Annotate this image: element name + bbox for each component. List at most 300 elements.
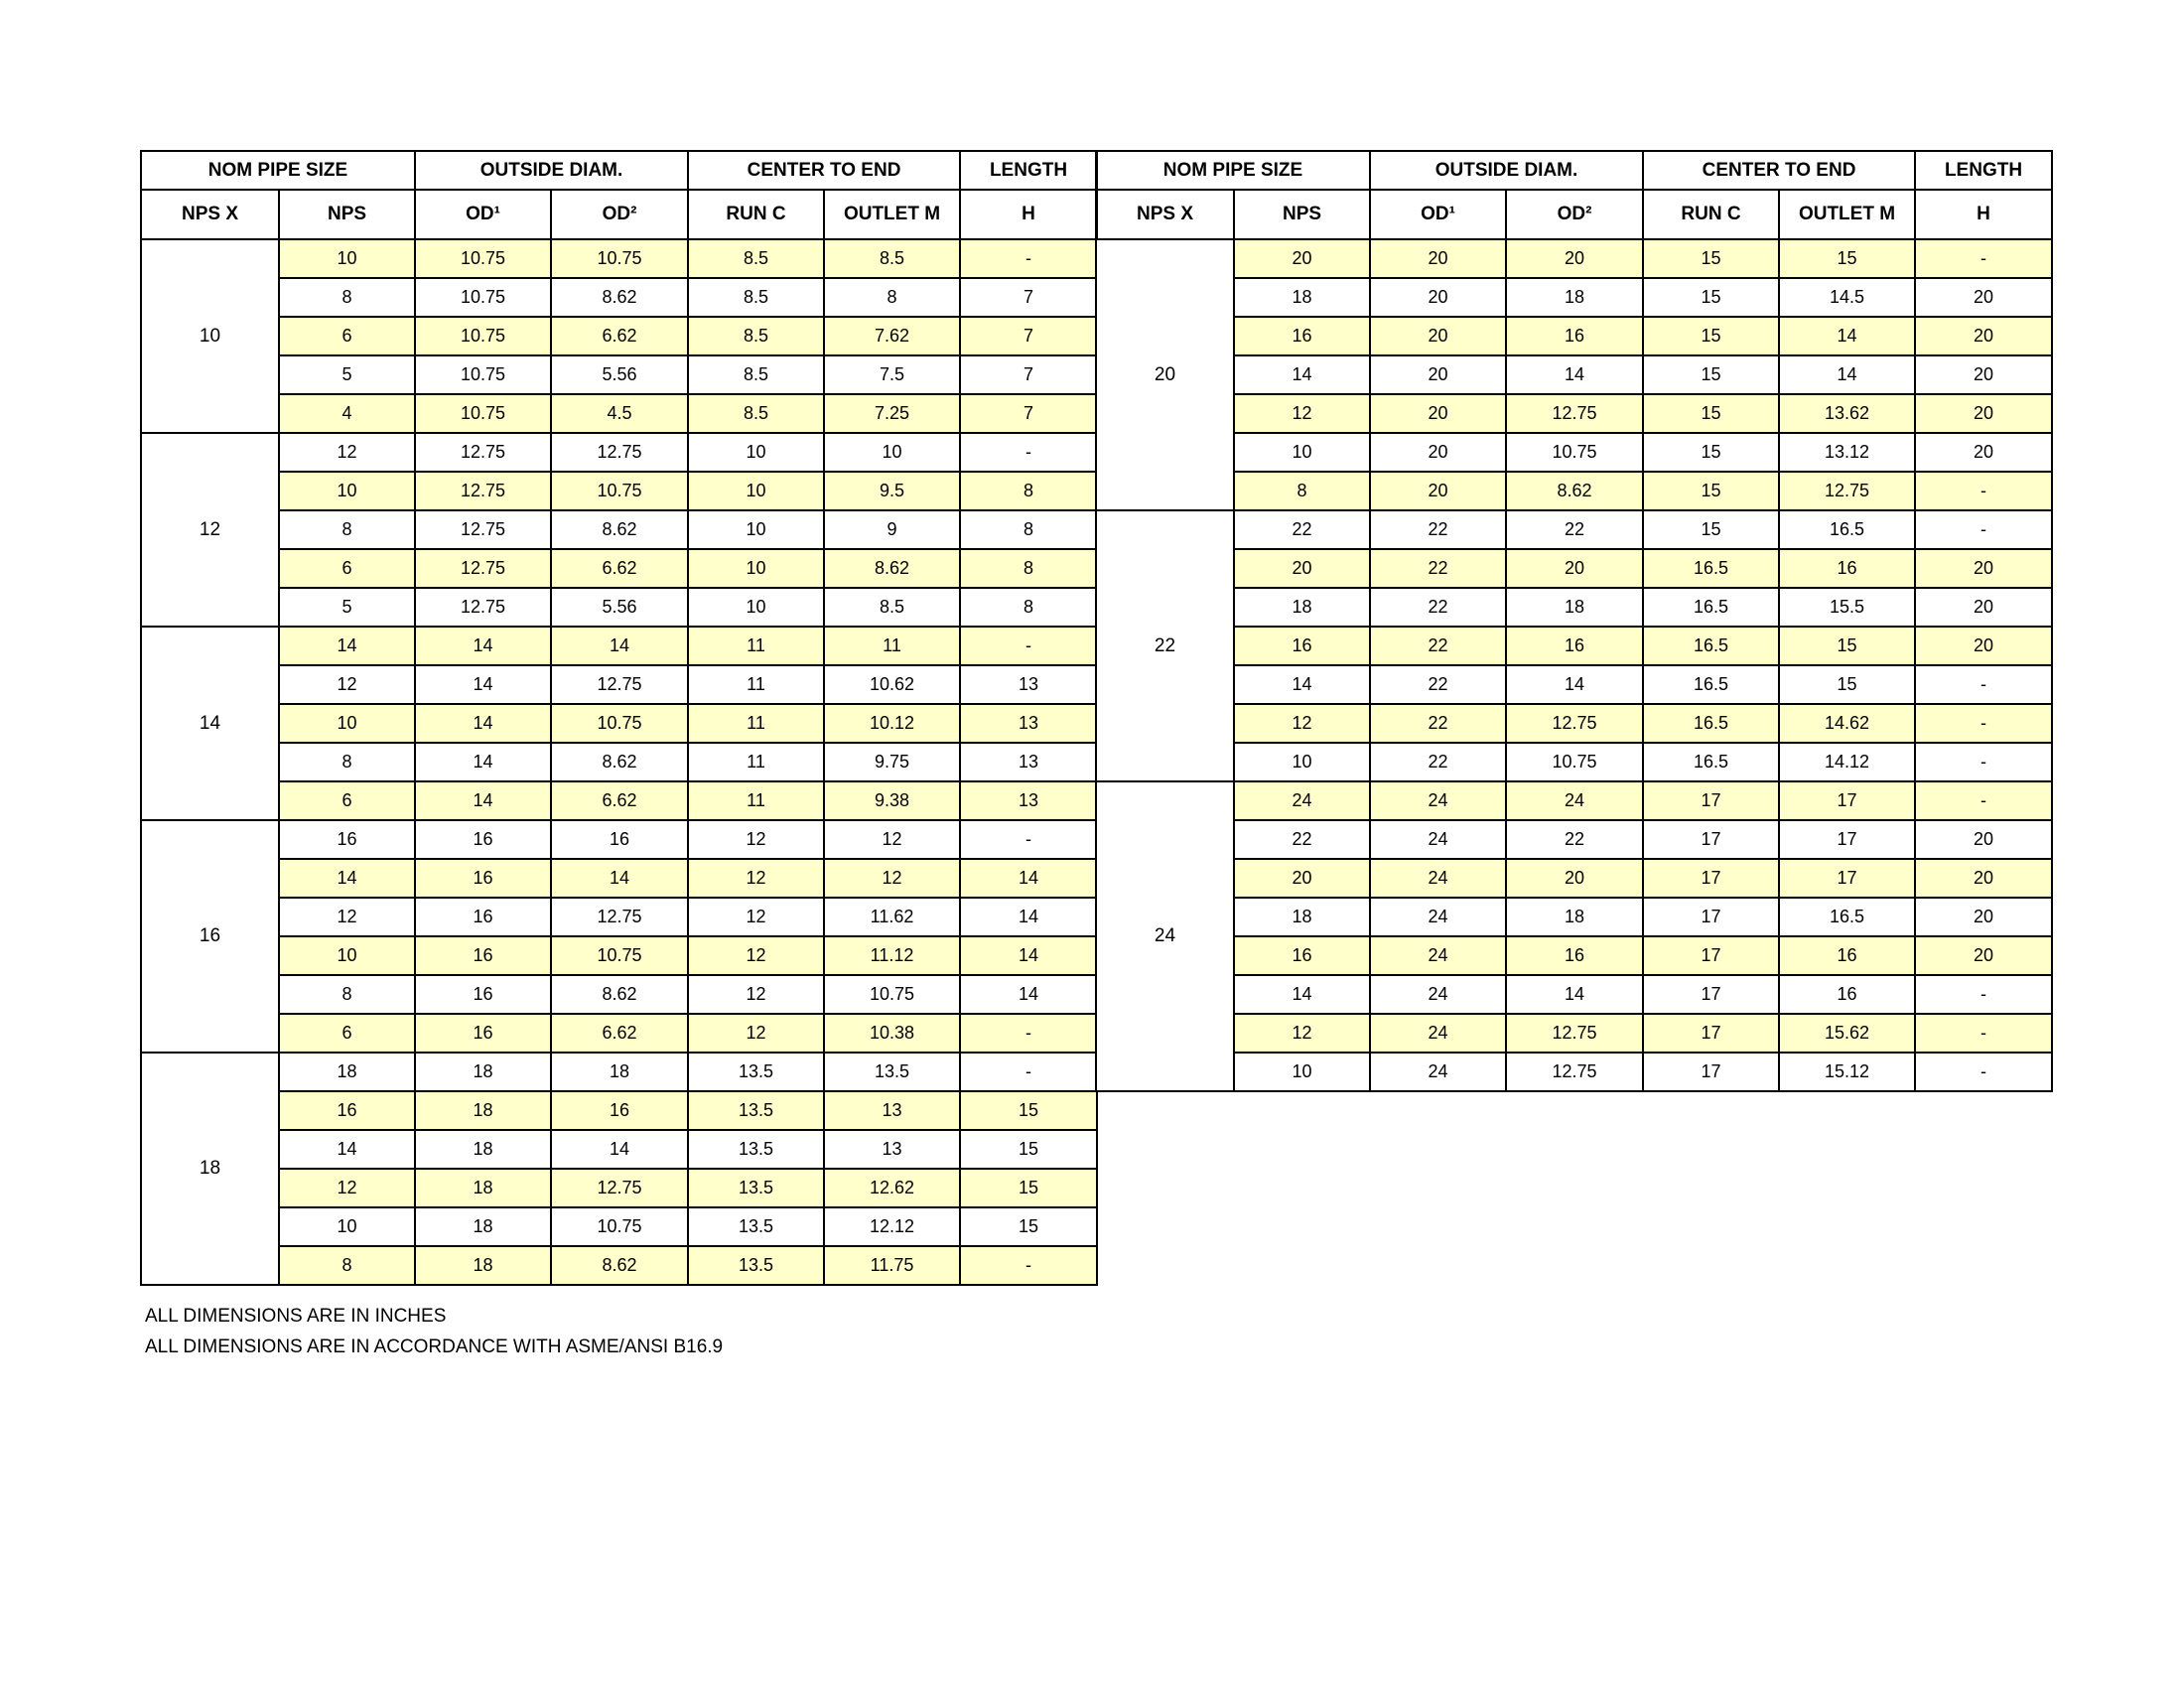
run-c-cell: 13.5: [688, 1053, 824, 1091]
table-row: [141, 1130, 1097, 1169]
od1-cell: 14: [415, 781, 551, 820]
nps-cell: 16: [1234, 936, 1370, 975]
outlet-m-cell: 13: [824, 1091, 960, 1130]
od2-cell: 18: [1506, 588, 1643, 627]
nps-cell: 12: [1234, 1014, 1370, 1053]
od2-cell: 22: [1506, 820, 1643, 859]
od1-cell: 10.75: [415, 278, 551, 317]
run-c-cell: 17: [1643, 859, 1779, 898]
header-od1: OD¹: [1370, 190, 1506, 239]
run-c-cell: 8.5: [688, 394, 824, 433]
h-cell: 20: [1915, 588, 2052, 627]
table-row: [141, 704, 1097, 743]
header-nom-pipe-size: NOM PIPE SIZE: [1096, 151, 1370, 190]
od1-cell: 16: [415, 936, 551, 975]
table-row: [1096, 665, 2052, 704]
h-cell: 20: [1915, 627, 2052, 665]
table-row: [1096, 936, 2052, 975]
od2-cell: 14: [551, 1130, 688, 1169]
h-cell: 15: [960, 1169, 1097, 1207]
outlet-m-cell: 15: [1779, 239, 1915, 278]
header-center-to-end: CENTER TO END: [688, 151, 960, 190]
outlet-m-cell: 10.75: [824, 975, 960, 1014]
h-cell: -: [1915, 743, 2052, 781]
od2-cell: 6.62: [551, 549, 688, 588]
nps-cell: 6: [279, 781, 415, 820]
h-cell: 13: [960, 704, 1097, 743]
od2-cell: 16: [1506, 936, 1643, 975]
nps-cell: 24: [1234, 781, 1370, 820]
run-c-cell: 17: [1643, 820, 1779, 859]
od1-cell: 20: [1370, 278, 1506, 317]
h-cell: 8: [960, 472, 1097, 510]
dimension-table-right: [1095, 150, 2053, 1092]
nps-cell: 14: [279, 627, 415, 665]
od1-cell: 24: [1370, 1053, 1506, 1091]
table-row: [1096, 1053, 2052, 1091]
od2-cell: 10.75: [551, 239, 688, 278]
outlet-m-cell: 11.75: [824, 1246, 960, 1285]
h-cell: 14: [960, 975, 1097, 1014]
run-c-cell: 10: [688, 472, 824, 510]
run-c-cell: 12: [688, 898, 824, 936]
od2-cell: 20: [1506, 239, 1643, 278]
od1-cell: 18: [415, 1207, 551, 1246]
nps-cell: 8: [279, 510, 415, 549]
nps-cell: 10: [1234, 1053, 1370, 1091]
header-h: H: [960, 190, 1097, 239]
nps-cell: 5: [279, 355, 415, 394]
h-cell: 14: [960, 936, 1097, 975]
nps-cell: 12: [279, 898, 415, 936]
table-row: [1096, 433, 2052, 472]
table-row: [1096, 975, 2052, 1014]
run-c-cell: 8.5: [688, 355, 824, 394]
nps-cell: 8: [279, 1246, 415, 1285]
nps-cell: 10: [279, 704, 415, 743]
table-row: [141, 781, 1097, 820]
header-run-c: RUN C: [1643, 190, 1779, 239]
h-cell: -: [960, 1053, 1097, 1091]
od2-cell: 10.75: [551, 1207, 688, 1246]
run-c-cell: 11: [688, 704, 824, 743]
outlet-m-cell: 14: [1779, 317, 1915, 355]
h-cell: 15: [960, 1130, 1097, 1169]
outlet-m-cell: 17: [1779, 781, 1915, 820]
table-row: [1096, 588, 2052, 627]
header-nps-x: NPS X: [1096, 190, 1234, 239]
od2-cell: 24: [1506, 781, 1643, 820]
h-cell: -: [960, 820, 1097, 859]
od2-cell: 12.75: [1506, 394, 1643, 433]
outlet-m-cell: 16.5: [1779, 898, 1915, 936]
od1-cell: 24: [1370, 975, 1506, 1014]
nps-cell: 6: [279, 1014, 415, 1053]
od2-cell: 20: [1506, 549, 1643, 588]
od2-cell: 8.62: [551, 975, 688, 1014]
od2-cell: 6.62: [551, 781, 688, 820]
outlet-m-cell: 7.25: [824, 394, 960, 433]
table-row: [141, 898, 1097, 936]
od1-cell: 18: [415, 1091, 551, 1130]
header-nom-pipe-size: NOM PIPE SIZE: [141, 151, 415, 190]
table-row: [141, 588, 1097, 627]
od2-cell: 12.75: [1506, 704, 1643, 743]
outlet-m-cell: 16: [1779, 549, 1915, 588]
table-row: [1096, 510, 2052, 549]
od1-cell: 24: [1370, 781, 1506, 820]
od1-cell: 12.75: [415, 588, 551, 627]
table-row: [141, 510, 1097, 549]
od2-cell: 16: [551, 1091, 688, 1130]
od1-cell: 14: [415, 627, 551, 665]
header-nps: NPS: [1234, 190, 1370, 239]
header-center-to-end: CENTER TO END: [1643, 151, 1915, 190]
od1-cell: 10.75: [415, 355, 551, 394]
header-h: H: [1915, 190, 2052, 239]
h-cell: -: [1915, 975, 2052, 1014]
h-cell: 20: [1915, 820, 2052, 859]
od1-cell: 18: [415, 1169, 551, 1207]
od2-cell: 12.75: [551, 665, 688, 704]
outlet-m-cell: 10.12: [824, 704, 960, 743]
h-cell: 13: [960, 743, 1097, 781]
table-body-right: [1096, 239, 2052, 1091]
table-row: [141, 1207, 1097, 1246]
h-cell: 20: [1915, 859, 2052, 898]
od1-cell: 12.75: [415, 510, 551, 549]
od2-cell: 12.75: [551, 433, 688, 472]
notes: [145, 1301, 723, 1362]
run-c-cell: 8.5: [688, 239, 824, 278]
run-c-cell: 12: [688, 859, 824, 898]
run-c-cell: 15: [1643, 510, 1779, 549]
outlet-m-cell: 11: [824, 627, 960, 665]
h-cell: 20: [1915, 278, 2052, 317]
od1-cell: 20: [1370, 317, 1506, 355]
outlet-m-cell: 8.62: [824, 549, 960, 588]
header-length: LENGTH: [960, 151, 1097, 190]
outlet-m-cell: 12.62: [824, 1169, 960, 1207]
table-row: [1096, 898, 2052, 936]
od2-cell: 4.5: [551, 394, 688, 433]
outlet-m-cell: 14.12: [1779, 743, 1915, 781]
run-c-cell: 10: [688, 549, 824, 588]
table-row: [1096, 781, 2052, 820]
table-row: [1096, 317, 2052, 355]
table-row: [141, 239, 1097, 278]
run-c-cell: 16.5: [1643, 588, 1779, 627]
run-c-cell: 17: [1643, 781, 1779, 820]
nps-cell: 10: [279, 936, 415, 975]
outlet-m-cell: 16.5: [1779, 510, 1915, 549]
run-c-cell: 12: [688, 936, 824, 975]
nps-cell: 8: [279, 278, 415, 317]
table-row: [141, 665, 1097, 704]
od1-cell: 22: [1370, 704, 1506, 743]
od1-cell: 24: [1370, 820, 1506, 859]
h-cell: -: [1915, 472, 2052, 510]
od1-cell: 18: [415, 1246, 551, 1285]
run-c-cell: 13.5: [688, 1091, 824, 1130]
table-row: [1096, 1014, 2052, 1053]
outlet-m-cell: 12: [824, 820, 960, 859]
od2-cell: 8.62: [551, 278, 688, 317]
table-row: [141, 355, 1097, 394]
table-row: [141, 1014, 1097, 1053]
nps-cell: 10: [279, 1207, 415, 1246]
nps-cell: 16: [279, 1091, 415, 1130]
h-cell: 20: [1915, 549, 2052, 588]
outlet-m-cell: 8.5: [824, 239, 960, 278]
dimension-table-left: [140, 150, 1098, 1286]
od1-cell: 12.75: [415, 549, 551, 588]
h-cell: -: [1915, 665, 2052, 704]
od1-cell: 24: [1370, 898, 1506, 936]
od2-cell: 10.75: [1506, 433, 1643, 472]
outlet-m-cell: 15.62: [1779, 1014, 1915, 1053]
od2-cell: 14: [551, 627, 688, 665]
od1-cell: 20: [1370, 355, 1506, 394]
nps-cell: 18: [1234, 278, 1370, 317]
outlet-m-cell: 14.62: [1779, 704, 1915, 743]
header-nps: NPS: [279, 190, 415, 239]
table-row: [141, 859, 1097, 898]
outlet-m-cell: 15: [1779, 627, 1915, 665]
outlet-m-cell: 12: [824, 859, 960, 898]
h-cell: -: [960, 1246, 1097, 1285]
od1-cell: 10.75: [415, 239, 551, 278]
table-row: [141, 1091, 1097, 1130]
run-c-cell: 15: [1643, 317, 1779, 355]
nps-x-group-cell: 24: [1096, 781, 1234, 1091]
od2-cell: 8.62: [1506, 472, 1643, 510]
od2-cell: 16: [551, 820, 688, 859]
od2-cell: 8.62: [551, 510, 688, 549]
nps-cell: 18: [1234, 588, 1370, 627]
h-cell: -: [1915, 1014, 2052, 1053]
h-cell: -: [1915, 781, 2052, 820]
outlet-m-cell: 16: [1779, 936, 1915, 975]
h-cell: 15: [960, 1207, 1097, 1246]
nps-cell: 10: [1234, 743, 1370, 781]
table-row: [1096, 627, 2052, 665]
nps-x-group-cell: 22: [1096, 510, 1234, 781]
run-c-cell: 12: [688, 975, 824, 1014]
od1-cell: 16: [415, 898, 551, 936]
nps-cell: 6: [279, 317, 415, 355]
od2-cell: 6.62: [551, 1014, 688, 1053]
nps-cell: 14: [1234, 355, 1370, 394]
run-c-cell: 15: [1643, 433, 1779, 472]
od1-cell: 12.75: [415, 472, 551, 510]
outlet-m-cell: 10: [824, 433, 960, 472]
h-cell: 14: [960, 859, 1097, 898]
table-body-left: [141, 239, 1097, 1285]
nps-cell: 14: [279, 1130, 415, 1169]
nps-cell: 22: [1234, 820, 1370, 859]
od2-cell: 14: [551, 859, 688, 898]
run-c-cell: 16.5: [1643, 627, 1779, 665]
nps-cell: 10: [279, 239, 415, 278]
header-od1: OD¹: [415, 190, 551, 239]
nps-cell: 6: [279, 549, 415, 588]
od1-cell: 18: [415, 1053, 551, 1091]
nps-cell: 8: [279, 975, 415, 1014]
nps-cell: 16: [1234, 317, 1370, 355]
h-cell: 7: [960, 278, 1097, 317]
outlet-m-cell: 7.62: [824, 317, 960, 355]
run-c-cell: 12: [688, 820, 824, 859]
h-cell: 20: [1915, 433, 2052, 472]
run-c-cell: 15: [1643, 355, 1779, 394]
h-cell: 20: [1915, 898, 2052, 936]
h-cell: 15: [960, 1091, 1097, 1130]
nps-cell: 14: [1234, 975, 1370, 1014]
run-c-cell: 13.5: [688, 1207, 824, 1246]
h-cell: 14: [960, 898, 1097, 936]
od2-cell: 14: [1506, 975, 1643, 1014]
run-c-cell: 12: [688, 1014, 824, 1053]
nps-cell: 12: [1234, 704, 1370, 743]
run-c-cell: 10: [688, 433, 824, 472]
table-row: [1096, 278, 2052, 317]
header-outlet-m: OUTLET M: [1779, 190, 1915, 239]
od1-cell: 20: [1370, 394, 1506, 433]
od2-cell: 12.75: [551, 1169, 688, 1207]
od2-cell: 10.75: [551, 704, 688, 743]
outlet-m-cell: 11.62: [824, 898, 960, 936]
note-units: ALL DIMENSIONS ARE IN INCHES: [145, 1306, 447, 1327]
table-row: [141, 278, 1097, 317]
od1-cell: 16: [415, 1014, 551, 1053]
h-cell: -: [1915, 239, 2052, 278]
nps-cell: 12: [279, 665, 415, 704]
outlet-m-cell: 9.75: [824, 743, 960, 781]
nps-cell: 22: [1234, 510, 1370, 549]
outlet-m-cell: 16: [1779, 975, 1915, 1014]
od1-cell: 16: [415, 975, 551, 1014]
od1-cell: 16: [415, 859, 551, 898]
od2-cell: 18: [1506, 898, 1643, 936]
run-c-cell: 16.5: [1643, 743, 1779, 781]
nps-cell: 8: [279, 743, 415, 781]
run-c-cell: 16.5: [1643, 549, 1779, 588]
table-row: [1096, 859, 2052, 898]
outlet-m-cell: 10.38: [824, 1014, 960, 1053]
run-c-cell: 10: [688, 510, 824, 549]
nps-x-group-cell: 12: [141, 433, 279, 627]
h-cell: 8: [960, 588, 1097, 627]
od1-cell: 18: [415, 1130, 551, 1169]
h-cell: -: [1915, 510, 2052, 549]
outlet-m-cell: 13.5: [824, 1053, 960, 1091]
od1-cell: 22: [1370, 627, 1506, 665]
outlet-m-cell: 13.62: [1779, 394, 1915, 433]
table-row: [1096, 472, 2052, 510]
run-c-cell: 11: [688, 743, 824, 781]
h-cell: 20: [1915, 394, 2052, 433]
table-row: [1096, 394, 2052, 433]
run-c-cell: 11: [688, 781, 824, 820]
nps-cell: 12: [1234, 394, 1370, 433]
od1-cell: 20: [1370, 472, 1506, 510]
od1-cell: 16: [415, 820, 551, 859]
run-c-cell: 8.5: [688, 278, 824, 317]
header-run-c: RUN C: [688, 190, 824, 239]
outlet-m-cell: 8: [824, 278, 960, 317]
od1-cell: 20: [1370, 239, 1506, 278]
h-cell: 8: [960, 510, 1097, 549]
header-outlet-m: OUTLET M: [824, 190, 960, 239]
h-cell: 20: [1915, 936, 2052, 975]
table-row: [141, 743, 1097, 781]
h-cell: -: [1915, 1053, 2052, 1091]
run-c-cell: 13.5: [688, 1130, 824, 1169]
od2-cell: 18: [1506, 278, 1643, 317]
nps-cell: 8: [1234, 472, 1370, 510]
h-cell: 13: [960, 781, 1097, 820]
nps-x-group-cell: 14: [141, 627, 279, 820]
table-row: [141, 317, 1097, 355]
outlet-m-cell: 9.38: [824, 781, 960, 820]
od1-cell: 24: [1370, 936, 1506, 975]
od2-cell: 12.75: [1506, 1053, 1643, 1091]
header-nps-x: NPS X: [141, 190, 279, 239]
run-c-cell: 17: [1643, 898, 1779, 936]
nps-cell: 5: [279, 588, 415, 627]
outlet-m-cell: 17: [1779, 859, 1915, 898]
h-cell: 7: [960, 355, 1097, 394]
od2-cell: 10.75: [1506, 743, 1643, 781]
table-row: [141, 472, 1097, 510]
od2-cell: 5.56: [551, 588, 688, 627]
table-row: [141, 975, 1097, 1014]
h-cell: -: [960, 239, 1097, 278]
od1-cell: 10.75: [415, 317, 551, 355]
outlet-m-cell: 14.5: [1779, 278, 1915, 317]
od1-cell: 22: [1370, 743, 1506, 781]
run-c-cell: 8.5: [688, 317, 824, 355]
table-row: [1096, 549, 2052, 588]
nps-x-group-cell: 18: [141, 1053, 279, 1285]
nps-cell: 14: [279, 859, 415, 898]
nps-cell: 16: [279, 820, 415, 859]
table-row: [141, 394, 1097, 433]
od2-cell: 12.75: [551, 898, 688, 936]
h-cell: 13: [960, 665, 1097, 704]
header-od2: OD²: [551, 190, 688, 239]
run-c-cell: 17: [1643, 1014, 1779, 1053]
run-c-cell: 15: [1643, 239, 1779, 278]
outlet-m-cell: 12.12: [824, 1207, 960, 1246]
h-cell: -: [960, 433, 1097, 472]
od1-cell: 14: [415, 704, 551, 743]
h-cell: -: [1915, 704, 2052, 743]
h-cell: 20: [1915, 317, 2052, 355]
nps-cell: 12: [279, 433, 415, 472]
table-row: [141, 820, 1097, 859]
od1-cell: 14: [415, 665, 551, 704]
outlet-m-cell: 8.5: [824, 588, 960, 627]
table-row: [1096, 239, 2052, 278]
run-c-cell: 17: [1643, 975, 1779, 1014]
outlet-m-cell: 15.5: [1779, 588, 1915, 627]
od2-cell: 20: [1506, 859, 1643, 898]
nps-x-group-cell: 16: [141, 820, 279, 1053]
run-c-cell: 13.5: [688, 1169, 824, 1207]
outlet-m-cell: 15.12: [1779, 1053, 1915, 1091]
